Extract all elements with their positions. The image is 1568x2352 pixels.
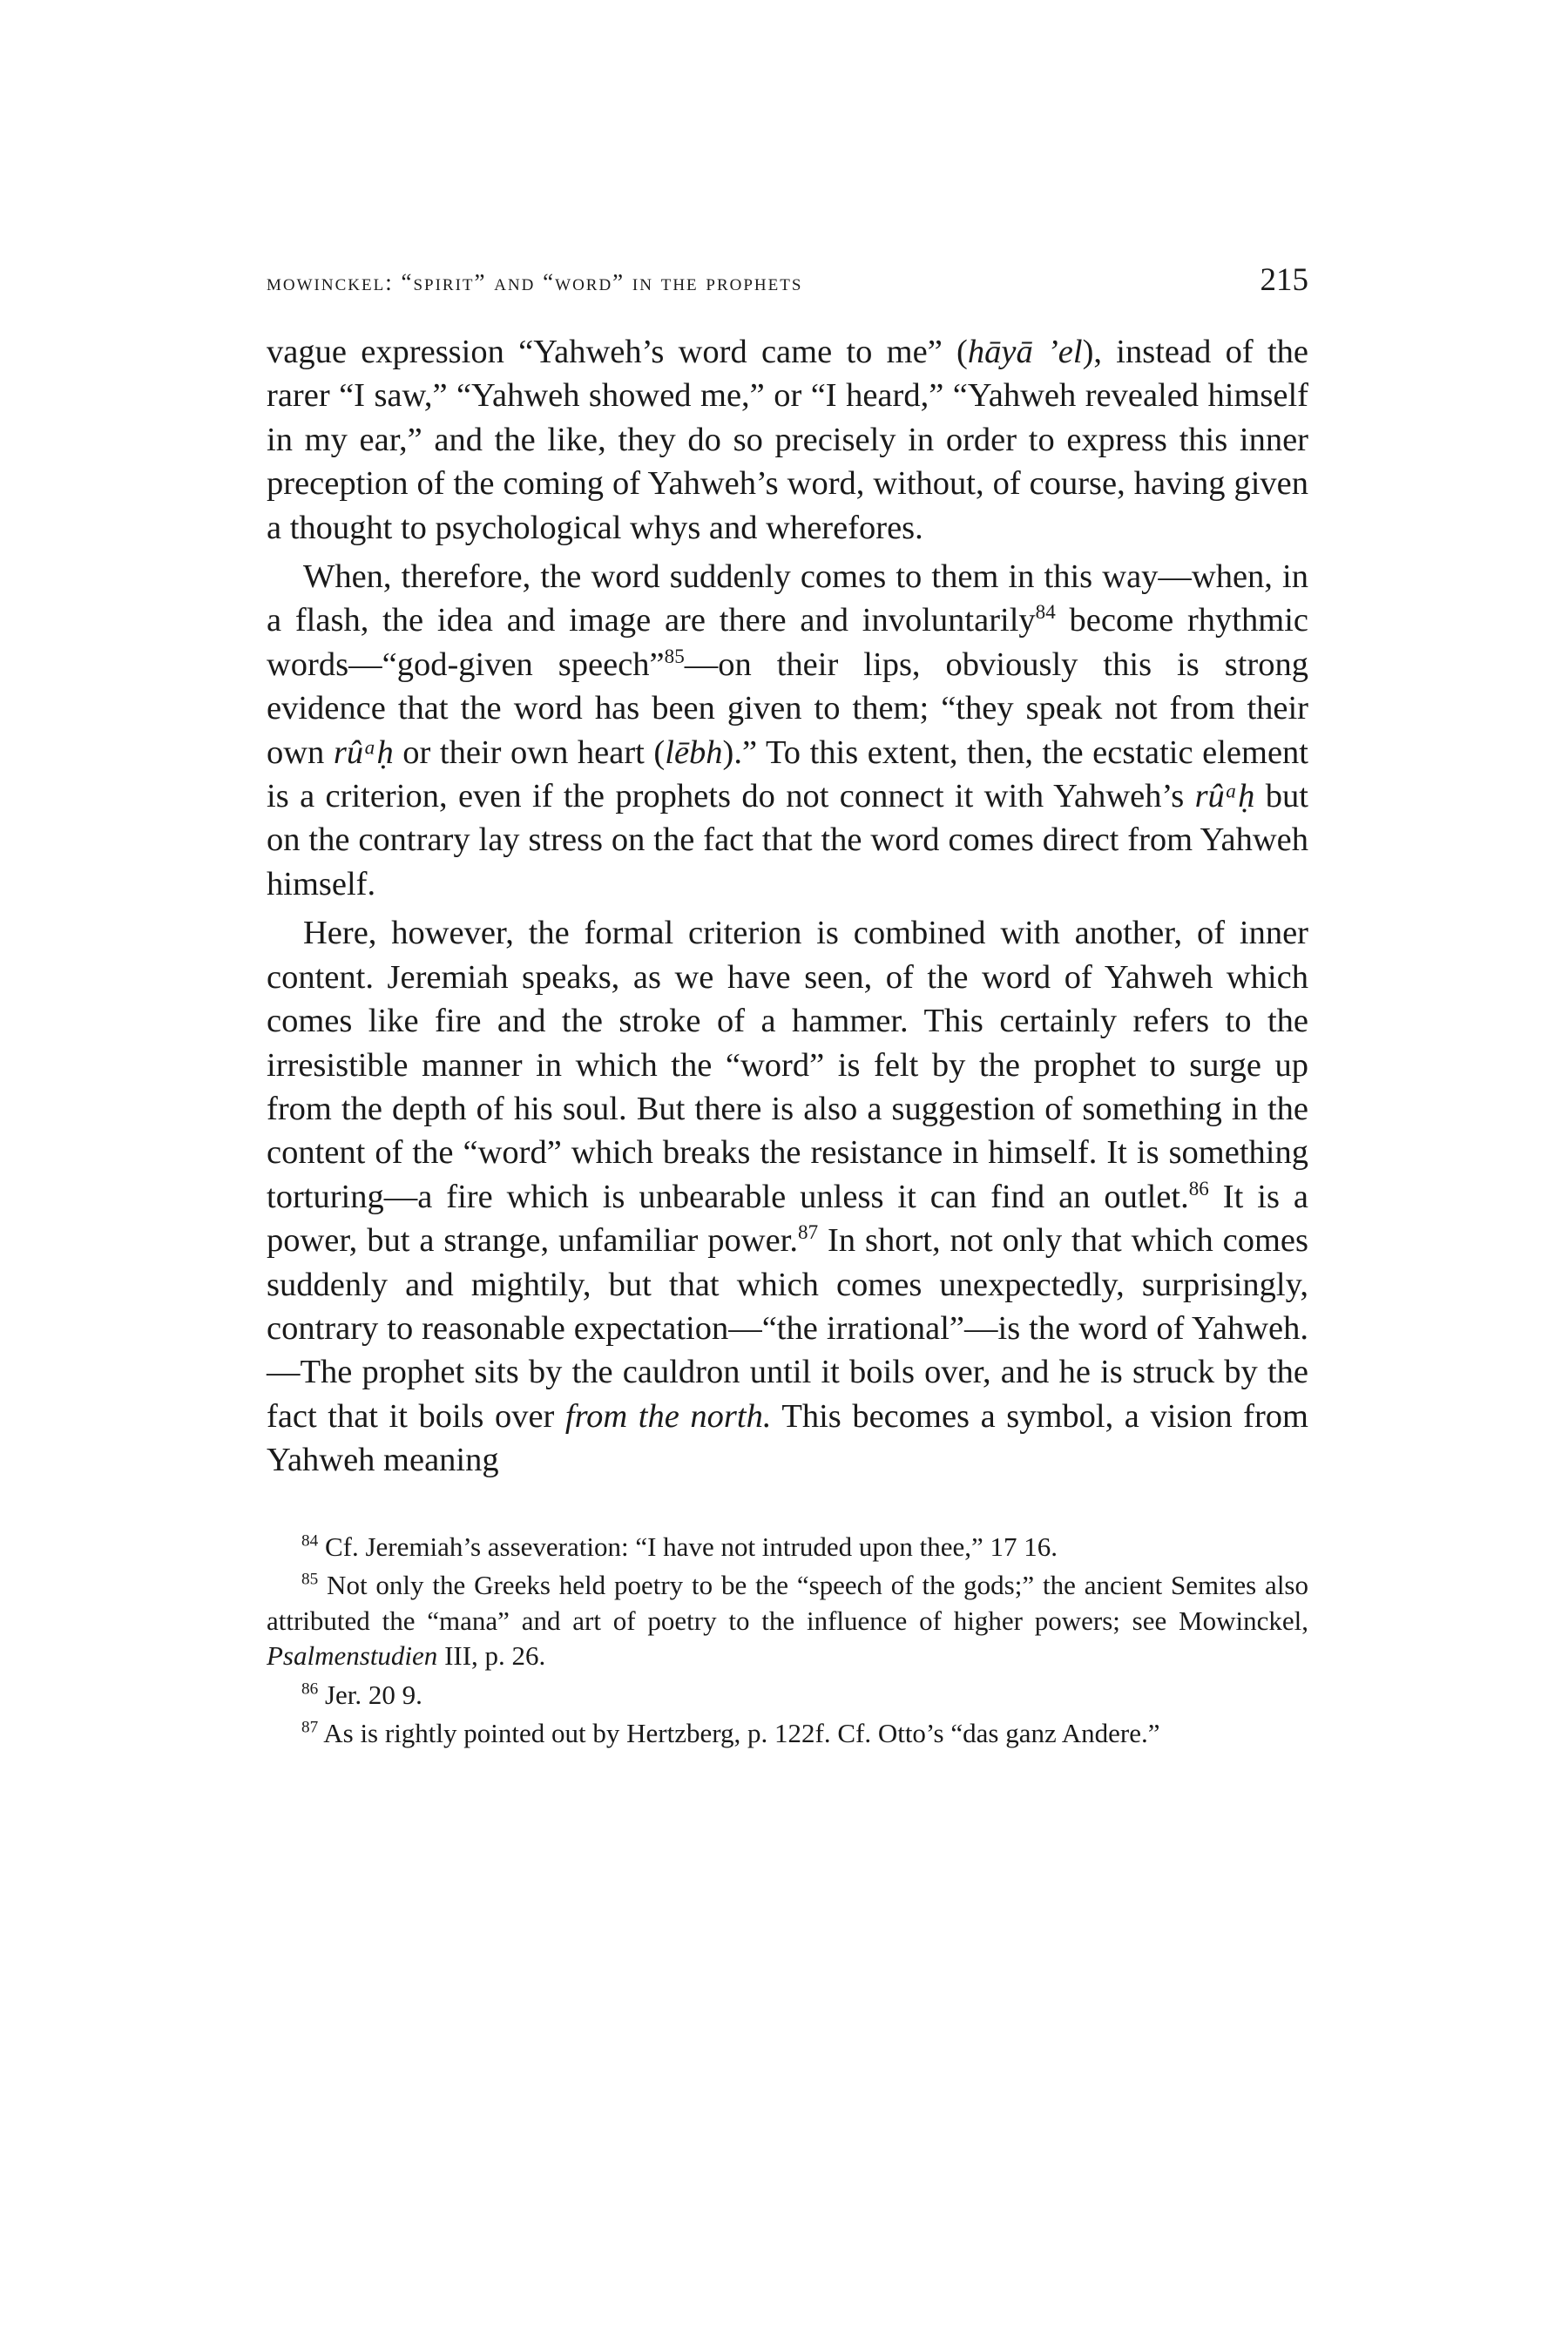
footnote-mark: 85 bbox=[301, 1570, 319, 1589]
footnote-text: III, p. 26. bbox=[437, 1640, 546, 1672]
paragraph-1 bbox=[267, 330, 1308, 550]
page-number: 215 bbox=[1260, 262, 1308, 298]
running-title: mowinckel: “spirit” and “word” in the prophets bbox=[267, 269, 803, 295]
text-run: become rhythmic words—“god-given speech” bbox=[267, 602, 1308, 683]
text-run: In short, not only that which comes suddenly and mightily, but that which comes unexpectedly, surprisingly, contrary to reasonable expectation—“the irrational”—is the word of Yahweh.—The prophet sits by the cauldron until it boils over, and he is struck by the fact that it boils over bbox=[267, 1222, 1309, 1435]
footnote-mark: 87 bbox=[301, 1718, 319, 1737]
footnote-text: Cf. Jeremiah’s asseveration: “I have not intruded upon thee,” 17 16. bbox=[318, 1531, 1058, 1562]
italic-term: rûᵃḥ bbox=[333, 733, 394, 771]
footnote-ref-84[interactable]: 84 bbox=[1035, 600, 1056, 624]
body-text bbox=[267, 330, 1308, 1483]
footnote-mark: 86 bbox=[301, 1680, 319, 1699]
italic-title: Psalmenstudien bbox=[267, 1640, 438, 1672]
text-run: This becomes a symbol, a vision from Yahweh meaning bbox=[267, 1397, 1308, 1479]
paragraph-2 bbox=[267, 555, 1308, 906]
text-run: It is a power, but a strange, unfamiliar power. bbox=[267, 1178, 1308, 1260]
running-head bbox=[267, 261, 1308, 299]
footnote-ref-85[interactable]: 85 bbox=[664, 645, 685, 668]
text-run: but on the contrary lay stress on the fact that the word comes direct from Yahweh himself. bbox=[267, 778, 1308, 902]
text-run: vague expression “Yahweh’s word came to me” ( bbox=[267, 334, 968, 370]
text-run: ).” To this extent, then, the ecstatic element is a criterion, even if the prophets do not connect it with Yahweh’s bbox=[267, 733, 1308, 815]
italic-term: rûᵃḥ bbox=[1194, 778, 1255, 815]
footnote-84 bbox=[267, 1530, 1308, 1565]
footnote-87 bbox=[267, 1716, 1308, 1752]
footnote-text: Not only the Greeks held poetry to be the “speech of the gods;” the ancient Semites also attributed the “mana” and art of poetry to the influence of higher powers; see Mowinckel, bbox=[267, 1570, 1308, 1636]
footnote-ref-87[interactable]: 87 bbox=[798, 1220, 819, 1244]
footnote-text: Jer. 20 9. bbox=[318, 1679, 422, 1710]
footnotes bbox=[267, 1530, 1308, 1752]
text-run: When, therefore, the word suddenly comes to them in this way—when, in a flash, the idea and image are there and involuntarily bbox=[267, 558, 1308, 639]
footnote-ref-86[interactable]: 86 bbox=[1188, 1176, 1209, 1200]
footnote-text: As is rightly pointed out by Hertzberg, p. 122f. Cf. Otto’s “das ganz Andere.” bbox=[318, 1718, 1160, 1749]
paragraph-3 bbox=[267, 911, 1308, 1482]
text-run: ), instead of the rarer “I saw,” “Yahweh showed me,” or “I heard,” “Yahweh revealed himself in my ear,” and the like, they do so precisely in order to express this inner preception of the coming of Yahweh’s word, without, of course, having given a thought to psychological whys and wherefores. bbox=[267, 334, 1308, 546]
footnote-mark: 84 bbox=[301, 1531, 319, 1551]
text-run: —on their lips, obviously this is strong evidence that the word has been given to them; “they speak not from their own bbox=[267, 645, 1308, 771]
italic-term: lēbh bbox=[665, 733, 723, 771]
book-page bbox=[267, 261, 1308, 1752]
italic-term: from the north. bbox=[564, 1397, 772, 1435]
text-run: or their own heart ( bbox=[393, 733, 666, 771]
italic-term: hāyā ’el bbox=[967, 334, 1083, 370]
footnote-86 bbox=[267, 1678, 1308, 1713]
text-run: Here, however, the formal criterion is combined with another, of inner content. Jeremiah speaks, as we have seen, of the word of Yahweh which comes like fire and the stroke of a hammer. This certainly refers to the irresistible manner in which the “word” is felt by the prophet to surge up from the depth of his soul. But there is also a suggestion of something in the content of the “word” which breaks the resistance in himself. It is something torturing—a fire which is unbearable unless it can find an outlet. bbox=[267, 915, 1308, 1215]
footnote-85 bbox=[267, 1568, 1308, 1674]
